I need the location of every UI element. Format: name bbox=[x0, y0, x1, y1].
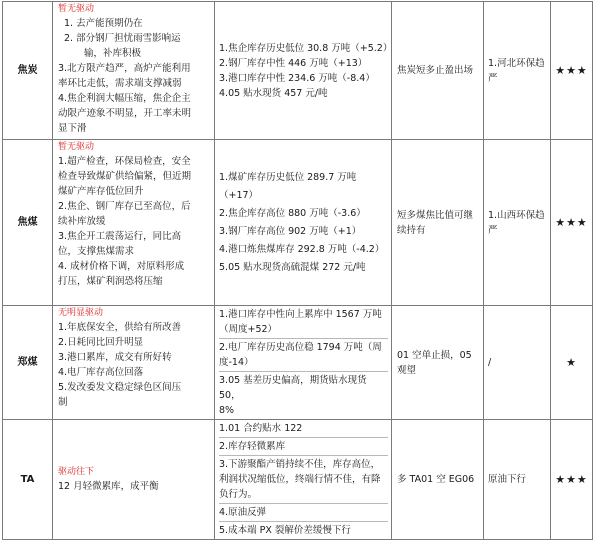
detail-line: 2.库存轻微累库 bbox=[219, 441, 286, 452]
driver-line: 制 bbox=[58, 397, 68, 408]
commodity-analysis-table bbox=[2, 1, 593, 540]
driver-line: 位，支撑焦煤需求 bbox=[58, 246, 135, 257]
driver-line: 5.发改委发文稳定绿色区间压 bbox=[58, 382, 182, 393]
driver-line: 3.港口累库，成交有所好转 bbox=[58, 352, 172, 363]
risk-cell: 原油下行 bbox=[484, 420, 551, 540]
risk-cell: / bbox=[484, 306, 551, 420]
driver-cell bbox=[53, 140, 215, 306]
detail-line: （周度+52） bbox=[219, 324, 278, 335]
driver-line: 检查导致煤矿供给偏紧，但近期 bbox=[58, 171, 192, 182]
detail-line: 8% bbox=[219, 405, 235, 416]
driver-line: 4. 成材价格下调，对原料形成 bbox=[58, 261, 185, 272]
detail-line: 1.焦企库存历史低位 30.8 万吨（+5.2） bbox=[219, 42, 393, 54]
driver-heading: 驱动往下 bbox=[58, 467, 95, 477]
driver-line: 3.北方限产趋严，高炉产能利用 bbox=[58, 63, 191, 74]
detail-line: 1.港口库存中性向上累库中 1567 万吨 bbox=[219, 309, 382, 320]
detail-line: 2.电厂库存历史高位稳 1794 万吨（周 bbox=[219, 342, 382, 353]
driver-line: 4.电厂库存高位回落 bbox=[58, 367, 144, 378]
detail-cell bbox=[215, 306, 392, 420]
driver-cell bbox=[53, 306, 215, 420]
detail-cell bbox=[215, 140, 392, 306]
driver-line: 续补库放缓 bbox=[58, 216, 106, 227]
detail-line: 负行为。 bbox=[219, 489, 258, 500]
driver-line: 2.日耗同比回升明显 bbox=[58, 337, 144, 348]
detail-block bbox=[219, 306, 388, 339]
detail-block bbox=[219, 438, 388, 456]
table-row bbox=[3, 2, 593, 140]
risk-cell: 1.山西环保趋严 bbox=[484, 140, 551, 306]
detail-cell bbox=[215, 2, 392, 140]
rating-stars: ★ bbox=[551, 306, 593, 420]
driver-heading: 暂无驱动 bbox=[58, 4, 95, 14]
detail-line: 度-14） bbox=[219, 357, 254, 368]
driver-line: 动限产迹象不明显，开工率未明 bbox=[58, 108, 192, 119]
commodity-name: 焦炭 bbox=[3, 2, 53, 140]
commodity-name: 焦煤 bbox=[3, 140, 53, 306]
driver-line: 4.焦企利润大幅压缩，焦企企主 bbox=[58, 93, 191, 104]
driver-heading: 暂无驱动 bbox=[58, 142, 95, 152]
detail-line: 5.成本端 PX 裂解价差缓慢下行 bbox=[219, 525, 351, 536]
detail-line: 5.05 贴水现货高硫混煤 272 元/吨 bbox=[219, 261, 366, 273]
detail-block bbox=[219, 420, 388, 438]
driver-line: 12 月轻微累库，成平衡 bbox=[58, 481, 159, 492]
commodity-name: 郑煤 bbox=[3, 306, 53, 420]
view-cell: 01 空单止损，05观望 bbox=[392, 306, 484, 420]
detail-line: 1.01 合约贴水 122 bbox=[219, 423, 303, 434]
view-cell: 短多煤焦比值可继续持有 bbox=[392, 140, 484, 306]
detail-line: 4.港口炼焦煤库存 292.8 万吨（-4.2） bbox=[219, 243, 385, 255]
detail-block bbox=[219, 456, 388, 504]
rating-stars: ★★★ bbox=[551, 140, 593, 306]
view-cell: 多 TA01 空 EG06 bbox=[392, 420, 484, 540]
detail-line: 3.钢厂库存高位 902 万吨（+1） bbox=[219, 225, 362, 237]
driver-line: 率环比走低，需求端支撑减弱 bbox=[58, 78, 182, 89]
detail-line: 4.05 贴水现货 457 元/吨 bbox=[219, 87, 328, 99]
detail-line: 3.下游聚酯产销持续不佳，库存高位， bbox=[219, 459, 381, 470]
driver-cell bbox=[53, 2, 215, 140]
driver-line: 显下滑 bbox=[58, 123, 87, 134]
detail-block bbox=[219, 339, 388, 372]
driver-line: 1. 去产能预期仍在 bbox=[64, 18, 143, 29]
commodity-name: TA bbox=[3, 420, 53, 540]
driver-heading: 无明显驱动 bbox=[58, 308, 104, 318]
detail-line: 2.钢厂库存中性 446 万吨（+13） bbox=[219, 57, 368, 69]
table-row bbox=[3, 140, 593, 306]
driver-line: 3.焦企开工震荡运行，同比高 bbox=[58, 231, 182, 242]
driver-line: 1.超产检查，环保局检查，安全 bbox=[58, 156, 191, 167]
rating-stars: ★★★ bbox=[551, 2, 593, 140]
detail-line: 2.焦企库存高位 880 万吨（-3.6） bbox=[219, 207, 366, 219]
risk-cell: 1.河北环保趋严 bbox=[484, 2, 551, 140]
driver-line: 1.年底保安全，供给有所改善 bbox=[58, 322, 182, 333]
detail-line: 利润状况缩低位，终端行情不佳，有降 bbox=[219, 474, 381, 485]
detail-block bbox=[219, 522, 388, 539]
detail-line: 3.港口库存中性 234.6 万吨（-8.4） bbox=[219, 72, 375, 84]
table-row bbox=[3, 306, 593, 420]
rating-stars: ★★★ bbox=[551, 420, 593, 540]
view-cell: 焦炭短多止盈出场 bbox=[392, 2, 484, 140]
driver-line: 打压，煤矿利润恐将压缩 bbox=[58, 276, 163, 287]
driver-line: 煤矿产库存低位回升 bbox=[58, 186, 144, 197]
driver-line: 2.焦企、钢厂库存已至高位，后 bbox=[58, 201, 191, 212]
driver-line: 输，补库积极 bbox=[84, 48, 142, 59]
detail-line: 1.煤矿库存历史低位 289.7 万吨（+17） bbox=[219, 171, 357, 201]
driver-line: 2. 部分钢厂担忧雨雪影响运 bbox=[64, 33, 181, 44]
detail-block bbox=[219, 504, 388, 522]
detail-line: 3.05 基差历史偏高，期货贴水现货 50， bbox=[219, 375, 367, 401]
detail-line: 4.原油反弹 bbox=[219, 507, 267, 518]
detail-block bbox=[219, 372, 388, 419]
